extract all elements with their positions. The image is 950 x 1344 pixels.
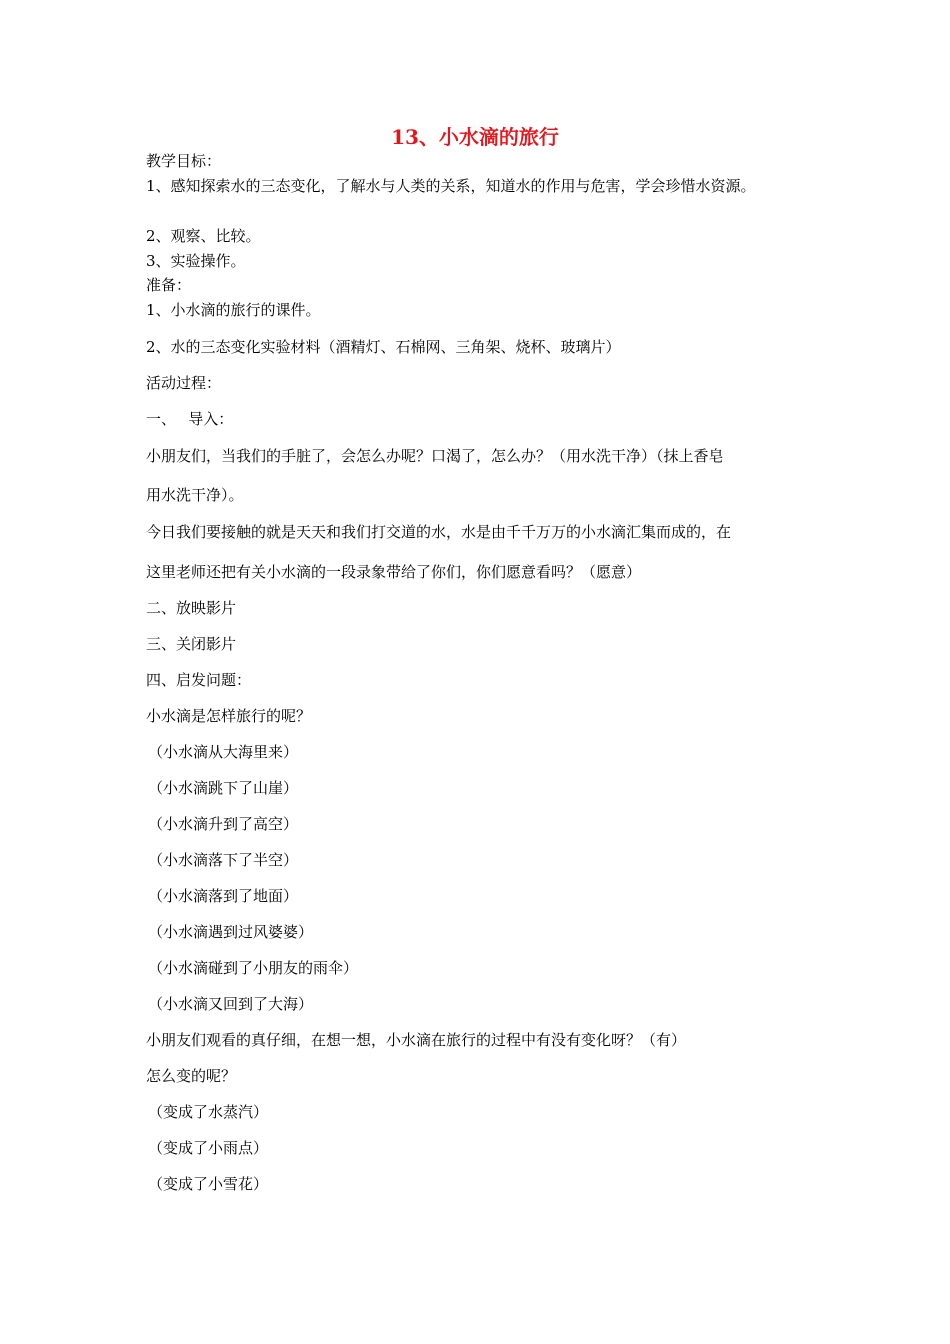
text-line: 小水滴是怎样旅行的呢？: [146, 707, 312, 725]
text-line: 四、启发问题：: [146, 671, 252, 689]
list-item: （小水滴落到了地面）: [148, 887, 299, 905]
list-item: （变成了小雨点）: [148, 1139, 269, 1157]
text-line: 三、关闭影片: [146, 635, 237, 653]
list-item: （小水滴跳下了山崖）: [148, 779, 299, 797]
text-line: 怎么变的呢？: [146, 1067, 237, 1085]
text-line: 3、实验操作。: [146, 252, 246, 270]
list-item: （变成了水蒸汽）: [148, 1103, 269, 1121]
list-item: （变成了小雪花）: [148, 1175, 269, 1193]
text-line: 小朋友们，当我们的手脏了，会怎么办呢？口渴了，怎么办？（用水洗干净）（抹上香皂: [146, 447, 724, 465]
text-line: 今日我们要接触的就是天天和我们打交道的水，水是由千千万万的小水滴汇集而成的，在: [146, 523, 732, 541]
text-line: 准备：: [146, 276, 192, 294]
list-item: （小水滴从大海里来）: [148, 743, 299, 761]
text-line: 一、 导入：: [146, 410, 234, 428]
text-line: 2、观察、比较。: [146, 227, 261, 245]
list-item: （小水滴又回到了大海）: [148, 995, 314, 1013]
text-line: 1、感知探索水的三态变化，了解水与人类的关系，知道水的作用与危害，学会珍惜水资源。: [146, 177, 756, 195]
list-item: （小水滴升到了高空）: [148, 815, 299, 833]
document-title: 13、小水滴的旅行: [391, 125, 559, 149]
text-line: 二、放映影片: [146, 599, 237, 617]
text-line: 用水洗干净）。: [146, 486, 244, 504]
list-item: （小水滴碰到了小朋友的雨伞）: [148, 959, 359, 977]
text-line: 1、小水滴的旅行的课件。: [146, 301, 321, 319]
list-item: （小水滴落下了半空）: [148, 851, 299, 869]
text-line: 这里老师还把有关小水滴的一段录象带给了你们，你们愿意看吗？（愿意）: [146, 563, 642, 581]
text-line: 小朋友们观看的真仔细，在想一想，小水滴在旅行的过程中有没有变化呀？（有）: [146, 1031, 687, 1049]
text-line: 活动过程：: [146, 374, 222, 392]
list-item: （小水滴遇到过风婆婆）: [148, 923, 314, 941]
text-line: 2、水的三态变化实验材料（酒精灯、石棉网、三角架、烧杯、玻璃片）: [146, 338, 621, 356]
text-line: 教学目标：: [146, 152, 222, 170]
